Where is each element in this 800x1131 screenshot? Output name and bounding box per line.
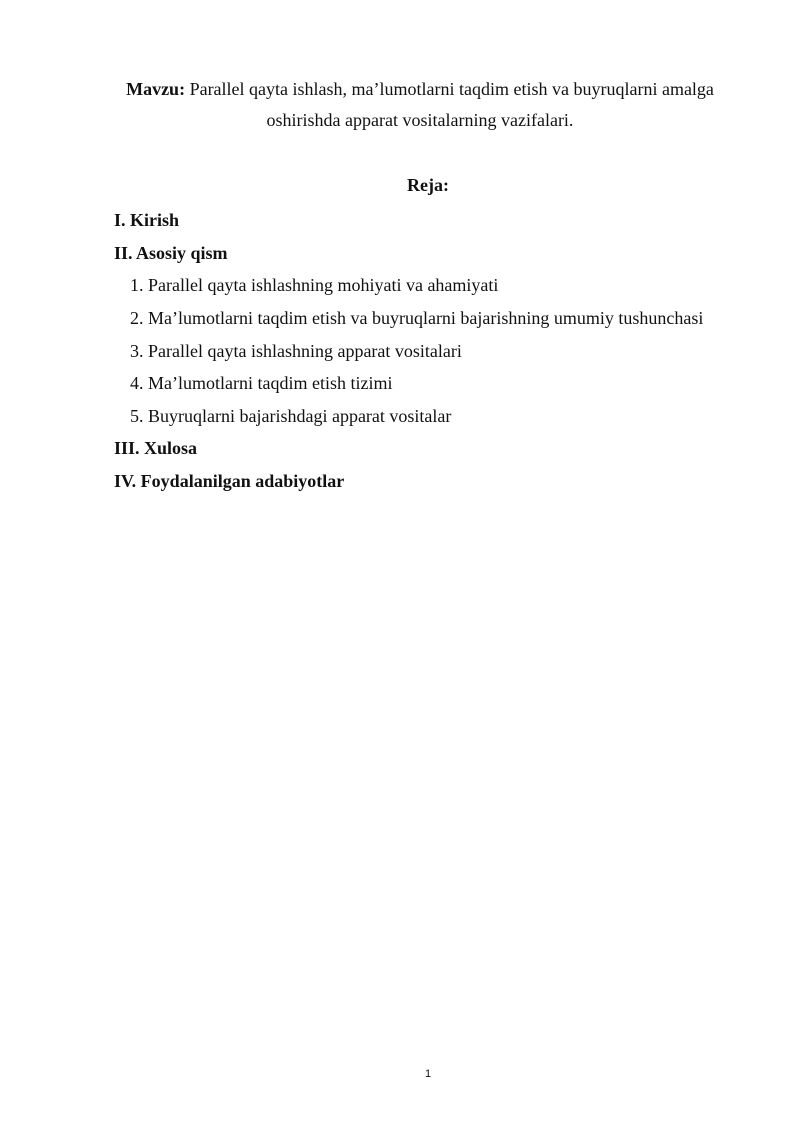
section-main-part: II. Asosiy qism: [114, 242, 228, 263]
section-introduction: I. Kirish: [114, 210, 180, 231]
topic-paragraph: [100, 74, 740, 136]
main-part-item: 5. Buyruqlarni bajarishdagi apparat vositalar: [130, 405, 452, 426]
plan-outline: [114, 204, 754, 497]
main-part-item: 1. Parallel qayta ishlashning mohiyati va ahamiyati: [130, 275, 499, 296]
section-conclusion: III. Xulosa: [114, 438, 198, 459]
page-number: 1: [424, 1068, 432, 1080]
topic-text: Parallel qayta ishlash, ma’lumotlarni taqdim etish va buyruqlarni amalga oshirishda apparat vositalarning vazifalari.: [189, 79, 714, 130]
main-part-item: 4. Ma’lumotlarni taqdim etish tizimi: [130, 373, 393, 394]
topic-label: Mavzu:: [126, 79, 186, 99]
main-part-item: 3. Parallel qayta ishlashning apparat vositalari: [130, 340, 462, 361]
plan-heading: Reja:: [407, 175, 449, 195]
section-references: IV. Foydalanilgan adabiyotlar: [114, 471, 345, 492]
main-part-item: 2. Ma’lumotlarni taqdim etish va buyruqlarni bajarishning umumiy tushunchasi: [130, 308, 704, 329]
